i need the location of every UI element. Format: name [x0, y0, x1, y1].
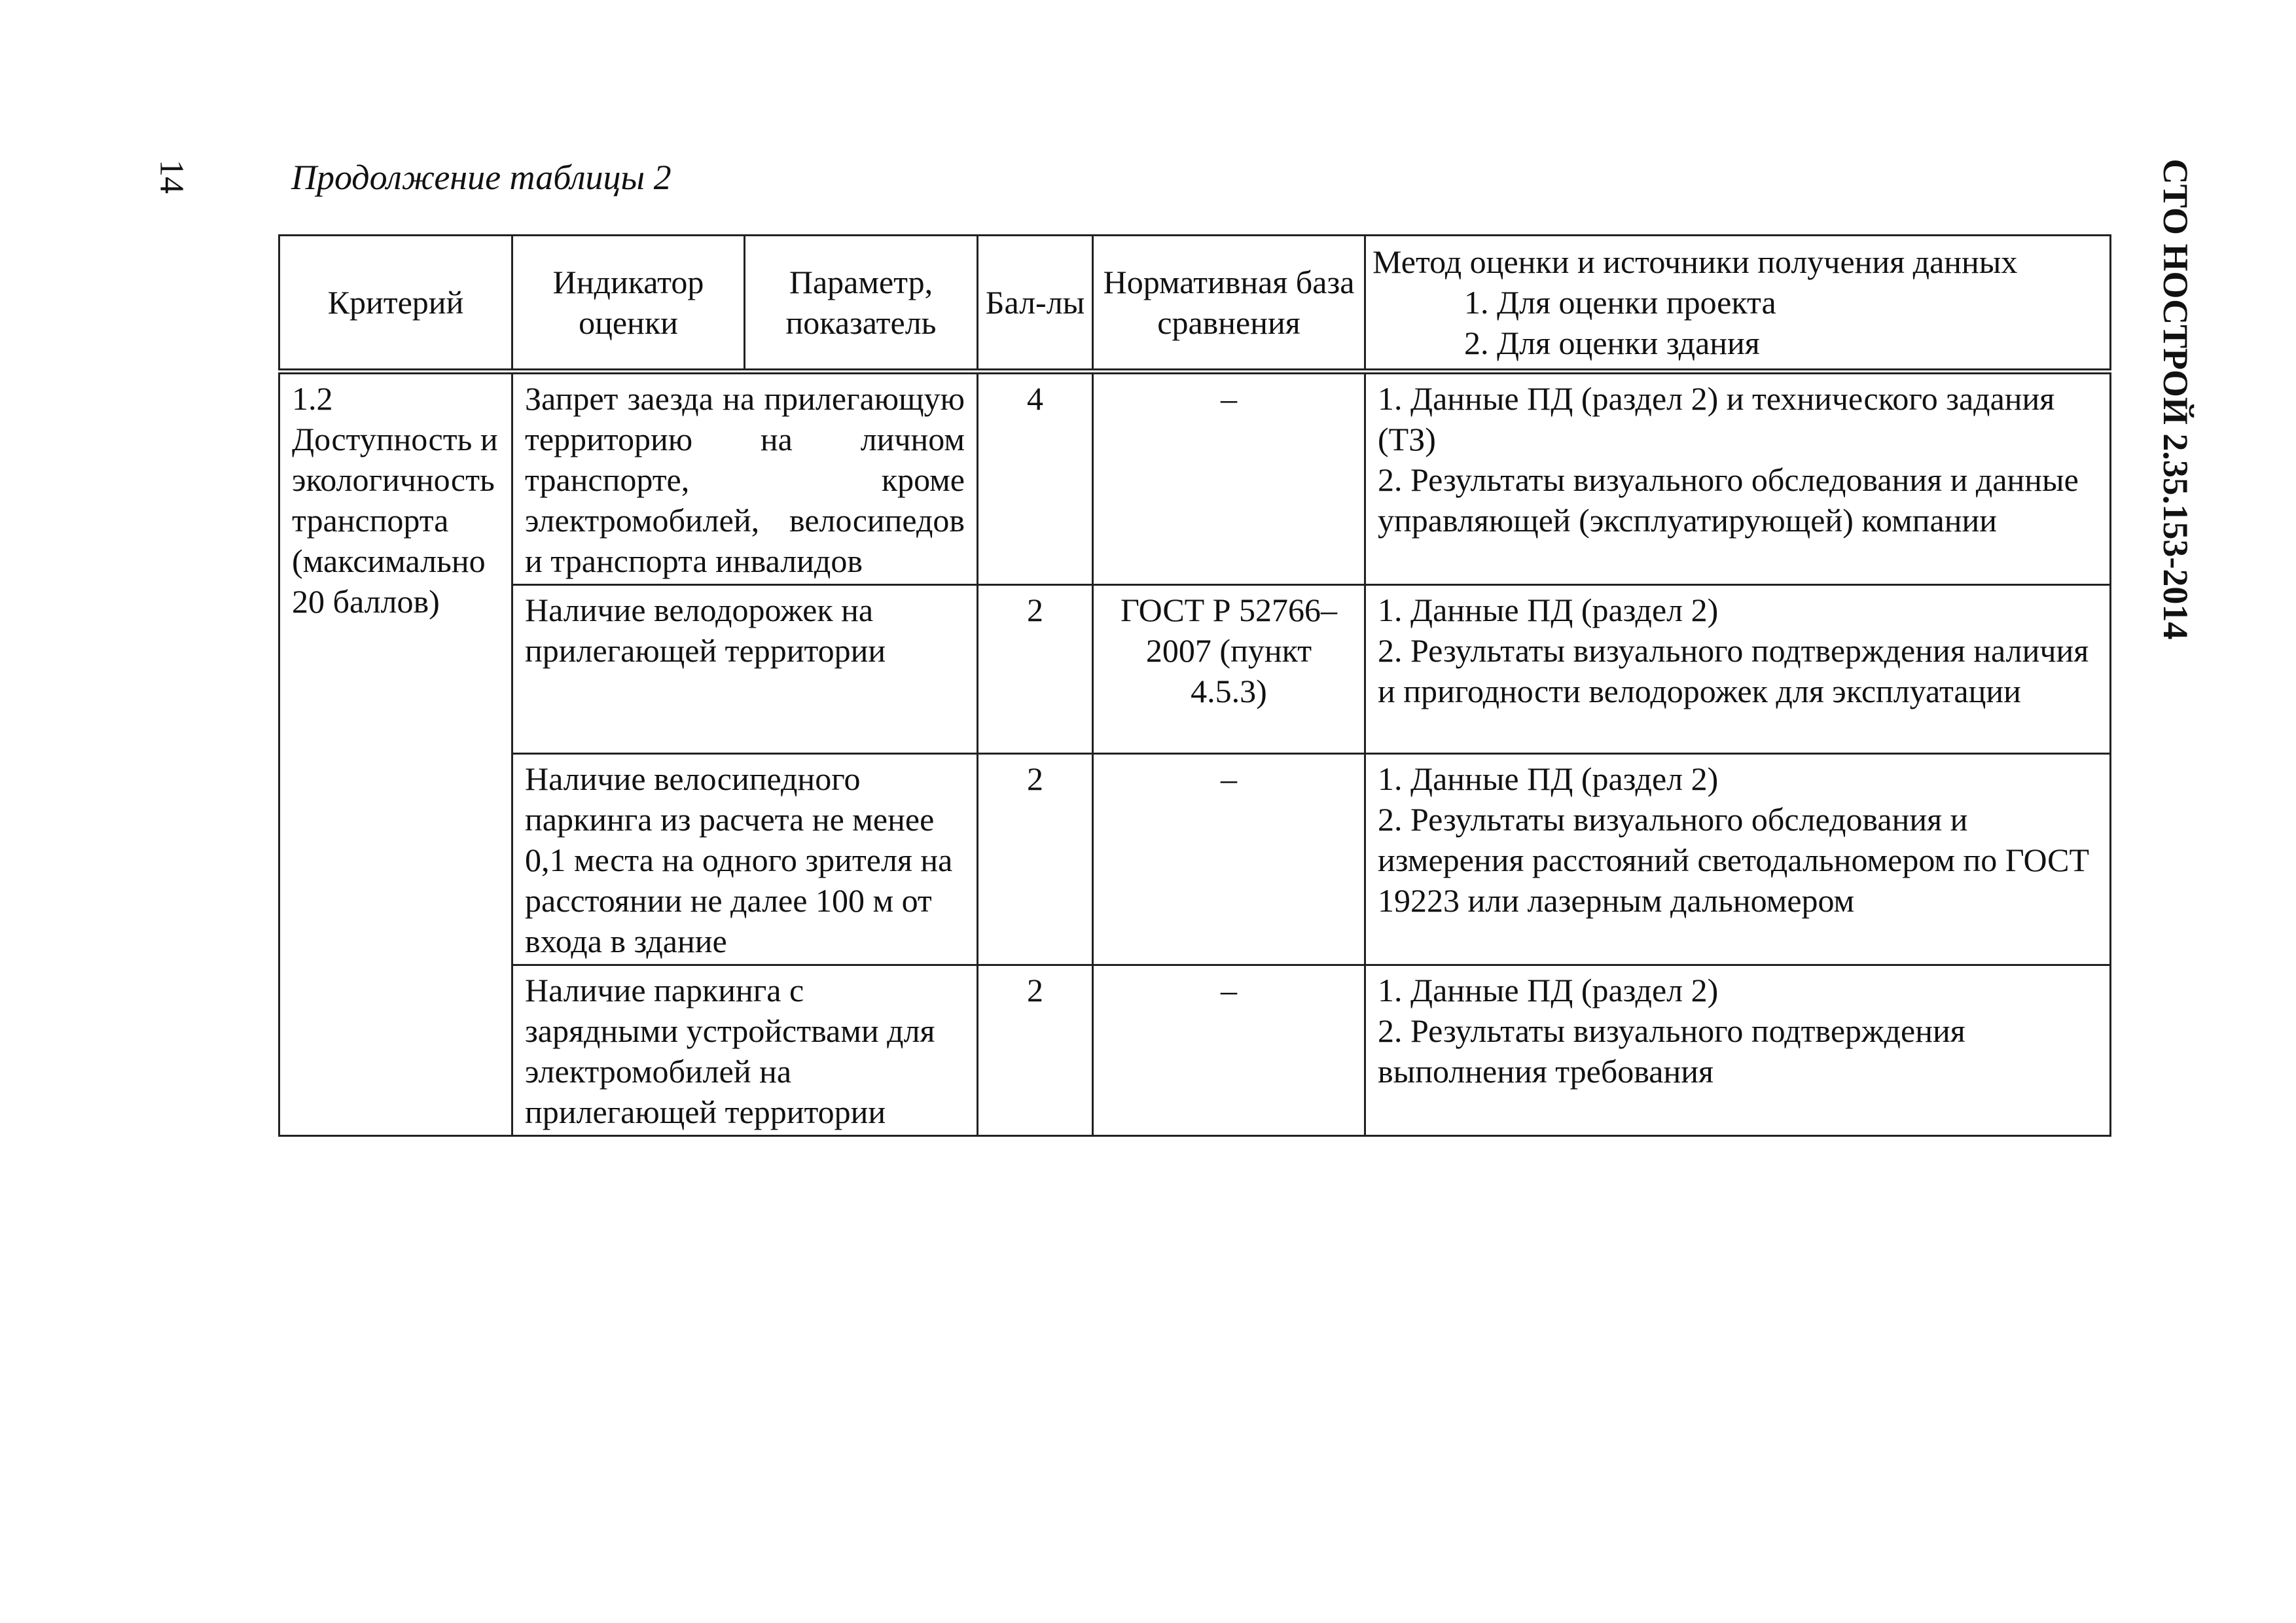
header-indicator: Индикатор оценки — [512, 236, 745, 372]
points-cell: 2 — [978, 754, 1093, 965]
method-cell — [1365, 754, 2111, 965]
table-caption: Продолжение таблицы 2 — [291, 158, 672, 197]
indicator-cell: Запрет заезда на прилегающую территорию на личном транспорте, кроме электромобилей, велосипедов и транспорта инвалидов — [512, 372, 978, 585]
header-points: Бал-лы — [978, 236, 1093, 372]
method-cell — [1365, 965, 2111, 1136]
table-row — [279, 754, 2111, 965]
table-header-row — [279, 236, 2111, 372]
points-cell: 2 — [978, 965, 1093, 1136]
method-cell — [1365, 585, 2111, 754]
table-row — [279, 372, 2111, 585]
document-code: СТО НОСТРОЙ 2.35.153-2014 — [2156, 158, 2195, 640]
points-cell: 2 — [978, 585, 1093, 754]
method-line-1: 1. Данные ПД (раздел 2) — [1378, 760, 1719, 797]
evaluation-table — [278, 234, 2111, 1137]
table-row — [279, 965, 2111, 1136]
header-norm-base: Нормативная база сравнения — [1093, 236, 1365, 372]
indicator-cell: Наличие велодорожек на прилегающей территории — [512, 585, 978, 754]
method-line-2: 2. Результаты визуального обследования и измерения расстояний светодальномером по ГОСТ 19223 или лазерным дальномером — [1378, 801, 2090, 919]
method-line-2: 2. Результаты визуального обследования и данные управляющей (эксплуатирующей) компании — [1378, 461, 2079, 539]
method-line-1: 1. Данные ПД (раздел 2) и технического задания (ТЗ) — [1378, 380, 2055, 457]
method-cell — [1365, 372, 2111, 585]
page-number: 14 — [152, 160, 190, 194]
criterion-cell: 1.2 Доступность и экологичность транспорта (максимально 20 баллов) — [279, 372, 512, 1136]
points-cell: 4 — [978, 372, 1093, 585]
indicator-cell: Наличие паркинга с зарядными устройствами для электромобилей на прилегающей территории — [512, 965, 978, 1136]
table-row — [279, 585, 2111, 754]
method-line-1: 1. Данные ПД (раздел 2) — [1378, 592, 1719, 628]
header-method-item-1: 1. Для оценки проекта — [1464, 284, 1776, 321]
method-line-2: 2. Результаты визуального подтверждения наличия и пригодности велодорожек для эксплуатации — [1378, 632, 2089, 709]
norm-cell: – — [1093, 754, 1365, 965]
header-method — [1365, 236, 2111, 372]
norm-cell: – — [1093, 965, 1365, 1136]
header-parameter: Параметр, показатель — [745, 236, 978, 372]
norm-cell: ГОСТ Р 52766–2007 (пункт 4.5.3) — [1093, 585, 1365, 754]
header-criterion: Критерий — [279, 236, 512, 372]
header-method-item-2: 2. Для оценки здания — [1464, 325, 1760, 361]
norm-cell: – — [1093, 372, 1365, 585]
method-line-1: 1. Данные ПД (раздел 2) — [1378, 972, 1719, 1008]
indicator-cell: Наличие велосипедного паркинга из расчета не менее 0,1 места на одного зрителя на расстоянии не далее 100 м от входа в здание — [512, 754, 978, 965]
method-line-2: 2. Результаты визуального подтверждения выполнения требования — [1378, 1012, 1965, 1090]
header-method-title: Метод оценки и источники получения данных — [1372, 243, 2018, 280]
